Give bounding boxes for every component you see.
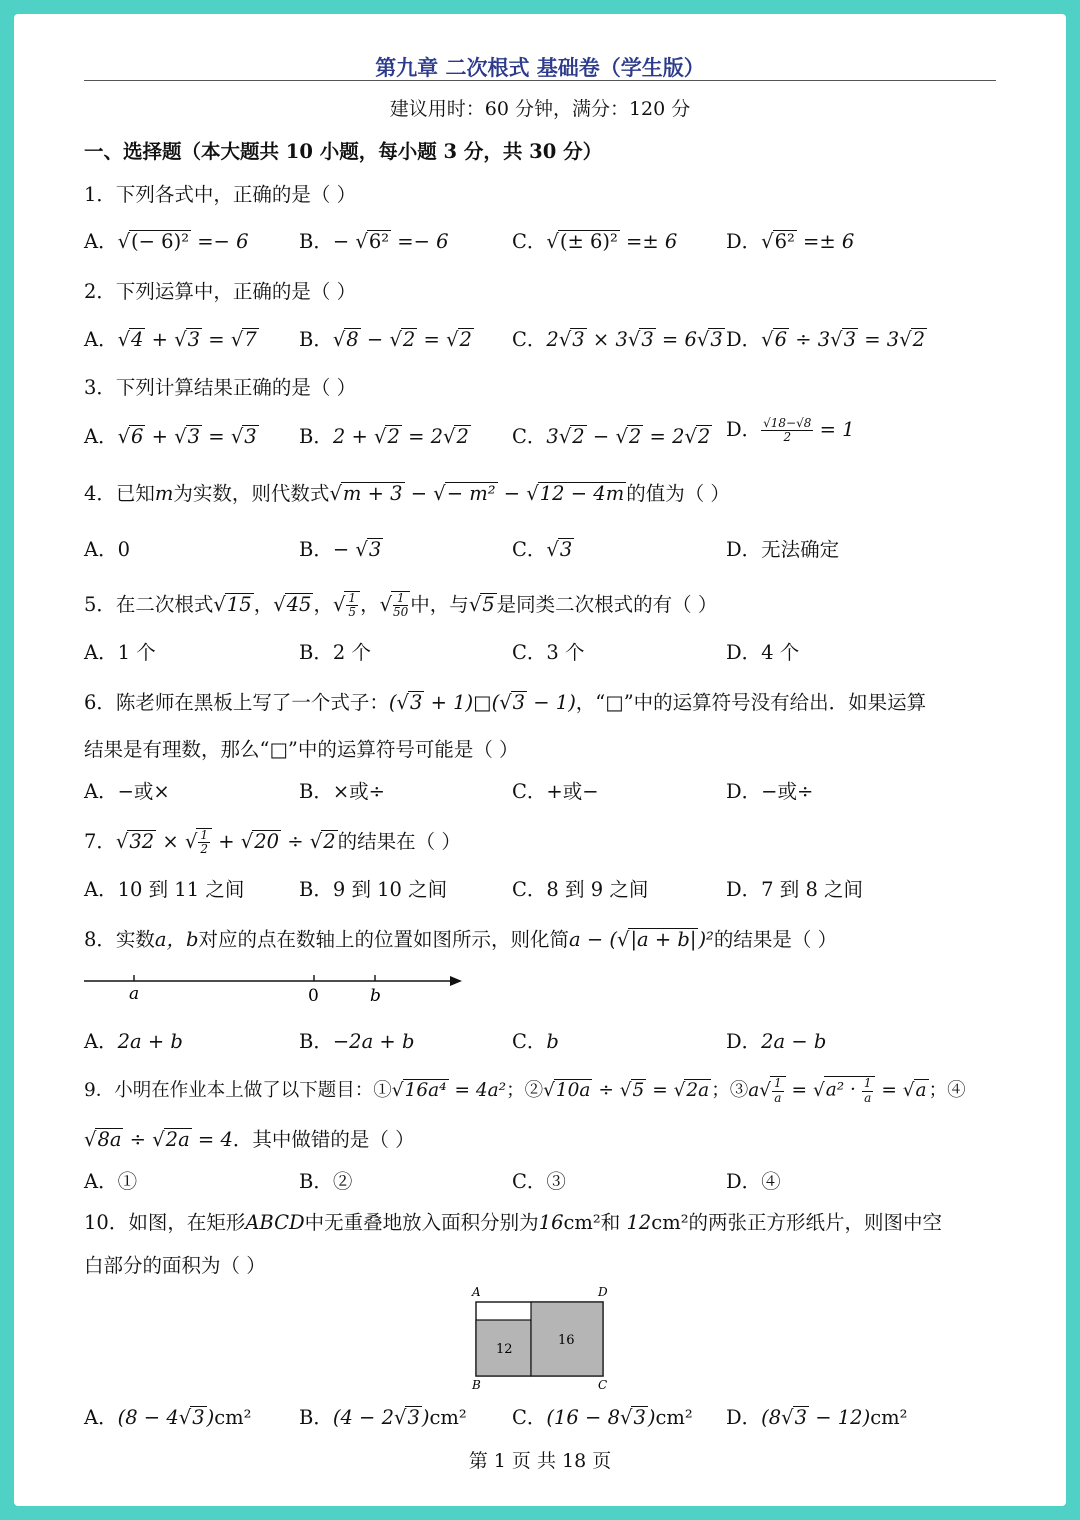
label-16: 16 bbox=[558, 1333, 575, 1348]
q3-option-b: B．2 + √2 = 2√2 bbox=[299, 425, 469, 448]
q1-option-b: B．− √6² =− 6 bbox=[299, 230, 449, 253]
q8-option-d: D．2a − b bbox=[726, 1030, 827, 1053]
question-6-line-1: 6．陈老师在黑板上写了一个式子：(√3 + 1)□(√3 − 1)，“□”中的运算符号没有给出．如果运算 bbox=[84, 691, 927, 714]
question-9-line-2: √8a ÷ √2a = 4．其中做错的是（ ） bbox=[84, 1128, 415, 1151]
section-heading: 一、选择题（本大题共 10 小题，每小题 3 分，共 30 分） bbox=[84, 140, 603, 163]
page-number-footer: 第 1 页 共 18 页 bbox=[468, 1450, 612, 1472]
exam-page bbox=[14, 14, 1066, 1506]
q6-option-c: C．+或− bbox=[512, 780, 599, 803]
q3-option-c: C．3√2 − √2 = 2√2 bbox=[512, 425, 711, 448]
label-0: 0 bbox=[308, 986, 319, 1006]
q2-option-a: A．√4 + √3 = √7 bbox=[84, 328, 257, 351]
q5-option-c: C．3 个 bbox=[512, 641, 585, 664]
question-2: 2．下列运算中，正确的是（ ） bbox=[84, 280, 357, 303]
q9-option-d: D．④ bbox=[726, 1170, 781, 1193]
label-A: A bbox=[472, 1285, 481, 1299]
q6-option-b: B．×或÷ bbox=[299, 780, 386, 803]
question-3: 3．下列计算结果正确的是（ ） bbox=[84, 376, 357, 399]
q4-option-d: D．无法确定 bbox=[726, 538, 840, 561]
question-5: 5．在二次根式√15 ，√45 ，√ $\frac{1}{5}$ ，√ $\frac{1}{50}$ 中，与√5 是同类二次根式的有（ ） bbox=[84, 590, 718, 619]
q2-option-d: D．√6 ÷ 3√3 = 3√2 bbox=[726, 328, 926, 351]
q4-option-c: C．√3 bbox=[512, 538, 573, 561]
q4-option-b: B．− √3 bbox=[299, 538, 382, 561]
q7-option-c: C．8 到 9 之间 bbox=[512, 878, 649, 901]
question-10-line-2: 白部分的面积为（ ） bbox=[84, 1254, 266, 1277]
label-a: a bbox=[129, 984, 140, 1004]
q7-option-b: B．9 到 10 之间 bbox=[299, 878, 448, 901]
q9-option-b: B．② bbox=[299, 1170, 353, 1193]
question-1: 1．下列各式中，正确的是（ ） bbox=[84, 183, 357, 206]
number-line-arrow bbox=[450, 976, 462, 986]
question-6-line-2: 结果是有理数，那么“□”中的运算符号可能是（ ） bbox=[84, 738, 519, 761]
question-4: 4．已知m为实数，则代数式√m + 3 − √− m² − √12 − 4m 的值为（ ） bbox=[84, 482, 730, 505]
question-8: 8．实数a，b对应的点在数轴上的位置如图所示，则化简a − (√|a + b| )²的结果是（ ） bbox=[84, 928, 838, 951]
q5-option-a: A．1 个 bbox=[84, 641, 156, 664]
label-12: 12 bbox=[496, 1342, 513, 1357]
q1-option-c: C．√(± 6)² =± 6 bbox=[512, 230, 678, 253]
label-C: C bbox=[598, 1378, 608, 1392]
q10-option-c: C．(16 − 8√3 )cm² bbox=[512, 1406, 693, 1429]
q10-option-b: B．(4 − 2√3 )cm² bbox=[299, 1406, 467, 1429]
q5-option-b: B．2 个 bbox=[299, 641, 371, 664]
q9-option-a: A．① bbox=[84, 1170, 138, 1193]
q6-option-a: A．−或× bbox=[84, 780, 170, 803]
q9-option-c: C．③ bbox=[512, 1170, 566, 1193]
page-title: 第九章 二次根式 基础卷（学生版） bbox=[375, 55, 705, 80]
q1-option-a: A．√(− 6)² =− 6 bbox=[84, 230, 249, 253]
number-line-figure bbox=[84, 969, 484, 1009]
q8-option-a: A．2a + b bbox=[84, 1030, 183, 1053]
label-D: D bbox=[598, 1285, 608, 1299]
q10-option-a: A．(8 − 4√3 )cm² bbox=[84, 1406, 252, 1429]
q2-option-c: C．2√3 × 3√3 = 6√3 bbox=[512, 328, 723, 351]
rectangle-figure bbox=[464, 1282, 624, 1392]
q5-option-d: D．4 个 bbox=[726, 641, 800, 664]
q6-option-d: D．−或÷ bbox=[726, 780, 814, 803]
q1-option-d: D．√6² =± 6 bbox=[726, 230, 855, 253]
question-7: 7．√32 × √ $\frac{1}{2}$ + √20 ÷ √2 的结果在（ ） bbox=[84, 827, 461, 856]
q7-option-a: A．10 到 11 之间 bbox=[84, 878, 245, 901]
question-9-line-1: 9．小明在作业本上做了以下题目：①√16a⁴ = 4a²；②√10a ÷ √5 = √2a ；③a√ $\frac{1}{a}$ = √a² · $\frac{1}{a}$ = √a ；④ bbox=[84, 1076, 966, 1105]
q4-option-a: A．0 bbox=[84, 538, 131, 561]
q10-option-d: D．(8√3 − 12)cm² bbox=[726, 1406, 908, 1429]
q3-option-a: A．√6 + √3 = √3 bbox=[84, 425, 257, 448]
q8-option-b: B．−2a + b bbox=[299, 1030, 415, 1053]
q8-option-c: C．b bbox=[512, 1030, 559, 1053]
label-B: B bbox=[472, 1378, 481, 1392]
label-b: b bbox=[370, 986, 381, 1006]
title-divider bbox=[84, 80, 996, 81]
question-10-line-1: 10．如图，在矩形ABCD中无重叠地放入面积分别为16cm²和 12cm²的两张正方形纸片，则图中空 bbox=[84, 1211, 943, 1234]
time-score-note: 建议用时：60 分钟，满分：120 分 bbox=[389, 98, 691, 120]
q2-option-b: B．√8 − √2 = √2 bbox=[299, 328, 472, 351]
q7-option-d: D．7 到 8 之间 bbox=[726, 878, 864, 901]
q3-option-d: D． $\frac{√18-√8}{2}$ = 1 bbox=[726, 415, 855, 444]
